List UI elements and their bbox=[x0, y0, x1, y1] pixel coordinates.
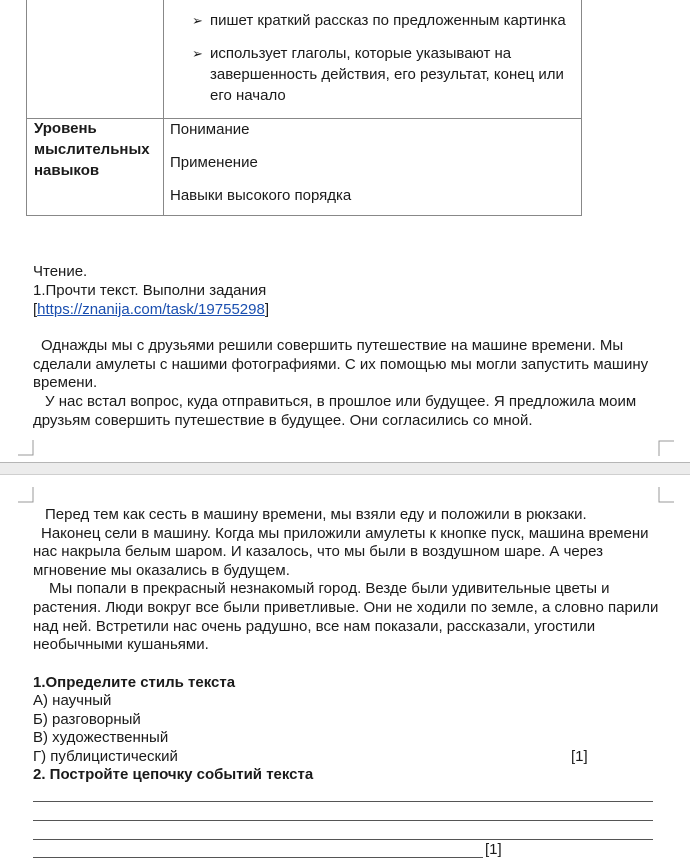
answer-line[interactable] bbox=[33, 839, 653, 840]
document-page-2 bbox=[0, 475, 690, 859]
criteria-list bbox=[164, 0, 581, 118]
criteria-table bbox=[26, 0, 582, 216]
reading-task: 1.Прочти текст. Выполни задания bbox=[33, 282, 267, 299]
level-item: Применение bbox=[170, 154, 258, 171]
level-item: Понимание bbox=[170, 121, 250, 138]
source-link-line: [https://znanija.com/task/19755298] bbox=[33, 301, 269, 318]
arrow-bullet-icon: ➢ bbox=[192, 13, 203, 28]
table-cell-empty bbox=[27, 0, 164, 119]
page-corner-mark-icon bbox=[658, 440, 674, 456]
page-corner-mark-icon bbox=[18, 440, 34, 456]
levels-list bbox=[164, 119, 581, 215]
level-item: Навыки высокого порядка bbox=[170, 187, 352, 204]
story-paragraph: Перед тем как сесть в машину времени, мы взяли еду и положили в рюкзаки. bbox=[45, 506, 587, 523]
list-item: ➢ пишет краткий рассказ по предложенным картинка bbox=[192, 12, 566, 29]
page-separator bbox=[0, 462, 690, 475]
reading-heading: Чтение. bbox=[33, 263, 88, 280]
table-cell-criteria bbox=[164, 0, 582, 119]
story-paragraph: У нас встал вопрос, куда отправиться, в прошлое или будущее. Я предложила моим друзьям совершить путешествие в будущее. Они согласились со мной. bbox=[33, 393, 637, 429]
score-mark: [1] bbox=[485, 841, 502, 858]
story-paragraph: Мы попали в прекрасный незнакомый город. Везде были удивительные цветы и растения. Люди вокруг все были приветливые. Они не ходили по земле, а словно парили над ней. Встретили нас очень радушно, все нам показали, рассказали, угостили необычными кушаньями. bbox=[33, 580, 659, 654]
table-cell-levels bbox=[164, 119, 582, 216]
answer-line[interactable] bbox=[33, 801, 653, 802]
question-title: 1.Определите стиль текста bbox=[33, 674, 236, 691]
story-paragraph: Однажды мы с друзьями решили совершить путешествие на машине времени. Мы сделали амулеты с нашими фотографиями. С их помощью мы могли запустить машину времени. bbox=[33, 337, 649, 392]
answer-option: Б) разговорный bbox=[33, 710, 141, 728]
arrow-bullet-icon: ➢ bbox=[192, 46, 203, 61]
table-row bbox=[27, 119, 582, 216]
list-item: ➢ использует глаголы, которые указывают на завершенность действия, его результат, конец или его начало bbox=[192, 45, 564, 104]
answer-option: В) художественный bbox=[33, 729, 169, 747]
question-1 bbox=[33, 674, 653, 766]
answer-line[interactable] bbox=[33, 857, 483, 858]
reading-section bbox=[33, 262, 663, 319]
score-mark: [1] bbox=[571, 747, 588, 765]
answer-option: А) научный bbox=[33, 692, 112, 710]
source-link[interactable]: https://znanija.com/task/19755298 bbox=[37, 301, 265, 318]
story-paragraph: Наконец сели в машину. Когда мы приложили амулеты к кнопке пуск, машина времени нас накрыла белым шаром. И казалось, что мы были в воздушном шаре. А через мгновение мы оказались в будущем. bbox=[33, 524, 649, 579]
level-label: Уровень мыслительных навыков bbox=[34, 120, 150, 179]
answer-option: Г) публицистический bbox=[33, 747, 178, 765]
page-corner-mark-icon bbox=[18, 487, 34, 503]
table-cell-level-label bbox=[27, 119, 164, 216]
table-row bbox=[27, 0, 582, 119]
question-title: 2. Постройте цепочку событий текста bbox=[33, 766, 314, 783]
page-corner-mark-icon bbox=[658, 487, 674, 503]
answer-line[interactable] bbox=[33, 820, 653, 821]
